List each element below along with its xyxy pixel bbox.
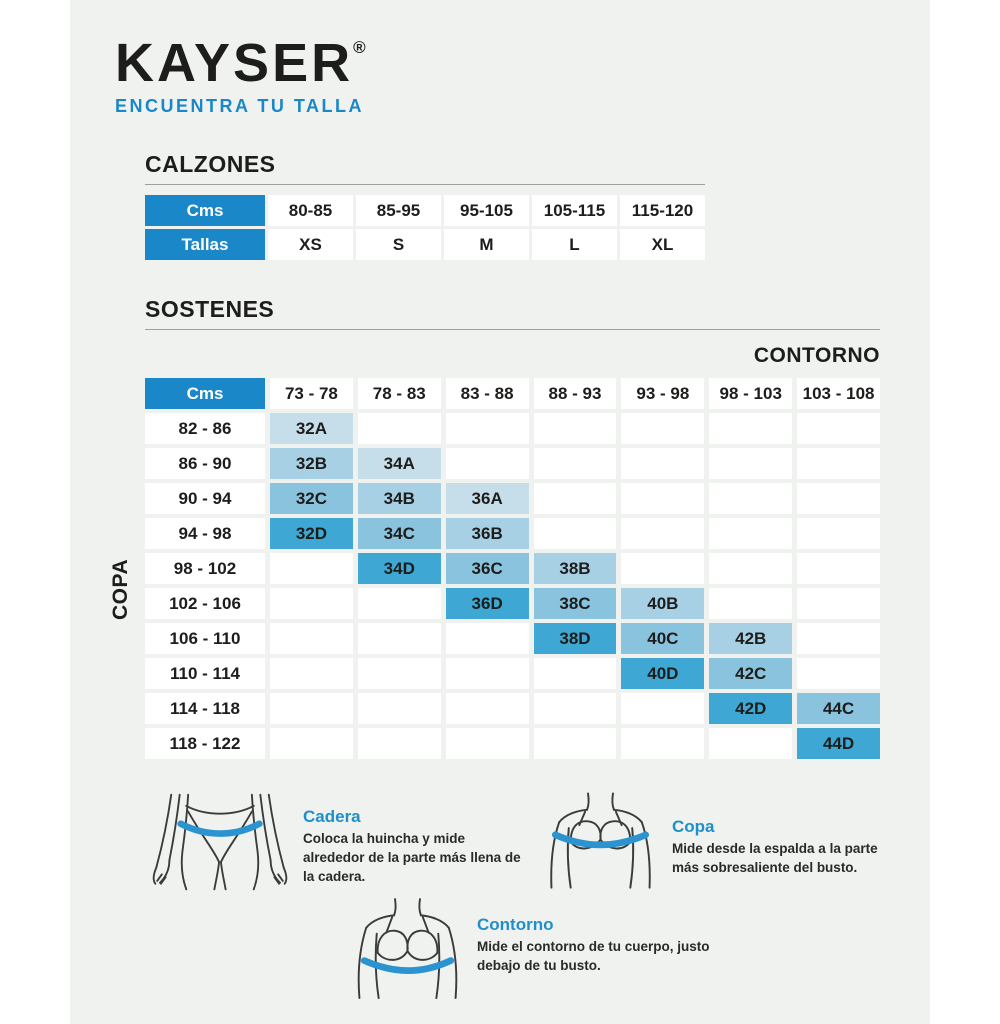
empty-cell: [270, 658, 353, 689]
brand-header: [115, 33, 930, 117]
size-cell: 38D: [534, 623, 617, 654]
calzones-cell: L: [532, 229, 617, 260]
empty-cell: [709, 553, 792, 584]
empty-cell: [446, 448, 529, 479]
size-cell: 44C: [797, 693, 880, 724]
cadera-text: [303, 807, 523, 887]
empty-cell: [797, 588, 880, 619]
contorno-range-header: 103 - 108: [797, 378, 880, 409]
calzones-section: [145, 151, 930, 260]
size-cell: 34B: [358, 483, 441, 514]
calzones-table: [145, 195, 705, 260]
size-cell: 36C: [446, 553, 529, 584]
copa-axis-label: COPA: [109, 558, 132, 620]
copa-text: [672, 817, 907, 878]
empty-cell: [358, 413, 441, 444]
calzones-row-header: Tallas: [145, 229, 265, 260]
sostenes-section: [109, 296, 930, 759]
empty-cell: [709, 588, 792, 619]
contorno-range-header: 78 - 83: [358, 378, 441, 409]
size-cell: 42D: [709, 693, 792, 724]
cadera-description: Coloca la huincha y mide alrededor de la parte más llena de la cadera.: [303, 831, 521, 884]
contorno-range-header: 98 - 103: [709, 378, 792, 409]
sostenes-title: SOSTENES: [145, 296, 880, 330]
sostenes-table: [145, 378, 880, 759]
legend-item-cadera: [145, 791, 521, 893]
copa-range-header: 110 - 114: [145, 658, 265, 689]
size-cell: 40B: [621, 588, 704, 619]
calzones-cell: 105-115: [532, 195, 617, 226]
calzones-title: CALZONES: [145, 151, 705, 185]
empty-cell: [270, 623, 353, 654]
size-cell: 32C: [270, 483, 353, 514]
registered-mark: ®: [353, 38, 366, 57]
size-cell: 36A: [446, 483, 529, 514]
copa-range-header: 82 - 86: [145, 413, 265, 444]
empty-cell: [446, 658, 529, 689]
size-cell: 34C: [358, 518, 441, 549]
copa-range-header: 102 - 106: [145, 588, 265, 619]
empty-cell: [358, 728, 441, 759]
copa-range-header: 86 - 90: [145, 448, 265, 479]
contorno-text: [477, 915, 712, 976]
contorno-heading: Contorno: [477, 915, 554, 934]
cadera-heading: Cadera: [303, 807, 361, 826]
empty-cell: [534, 693, 617, 724]
contorno-range-header: 88 - 93: [534, 378, 617, 409]
empty-cell: [270, 693, 353, 724]
empty-cell: [797, 623, 880, 654]
calzones-cell: XL: [620, 229, 705, 260]
calzones-cell: S: [356, 229, 441, 260]
empty-cell: [621, 728, 704, 759]
empty-cell: [709, 448, 792, 479]
empty-cell: [270, 553, 353, 584]
legend-item-copa: [538, 791, 878, 893]
brand-logo: [115, 33, 930, 93]
empty-cell: [358, 623, 441, 654]
empty-cell: [797, 483, 880, 514]
contorno-range-header: 73 - 78: [270, 378, 353, 409]
empty-cell: [621, 483, 704, 514]
empty-cell: [358, 658, 441, 689]
empty-cell: [358, 693, 441, 724]
empty-cell: [621, 553, 704, 584]
empty-cell: [446, 623, 529, 654]
empty-cell: [534, 518, 617, 549]
empty-cell: [621, 413, 704, 444]
size-cell: 40D: [621, 658, 704, 689]
empty-cell: [709, 413, 792, 444]
contorno-description: Mide el contorno de tu cuerpo, justo debajo de tu busto.: [477, 939, 710, 973]
copa-range-header: 94 - 98: [145, 518, 265, 549]
size-cell: 42C: [709, 658, 792, 689]
empty-cell: [270, 588, 353, 619]
empty-cell: [446, 693, 529, 724]
size-cell: 32D: [270, 518, 353, 549]
empty-cell: [797, 553, 880, 584]
sostenes-corner-header: Cms: [145, 378, 265, 409]
contorno-range-header: 93 - 98: [621, 378, 704, 409]
empty-cell: [534, 448, 617, 479]
size-guide-panel: [70, 0, 930, 1024]
size-cell: 34A: [358, 448, 441, 479]
measurement-legend: [145, 789, 880, 1024]
empty-cell: [621, 693, 704, 724]
calzones-cell: 85-95: [356, 195, 441, 226]
copa-range-header: 106 - 110: [145, 623, 265, 654]
calzones-cell: 95-105: [444, 195, 529, 226]
copa-description: Mide desde la espalda a la parte más sobresaliente del busto.: [672, 841, 878, 875]
copa-illustration: [538, 791, 663, 893]
brand-logo-text: KAYSER: [115, 33, 354, 93]
copa-range-header: 98 - 102: [145, 553, 265, 584]
empty-cell: [621, 448, 704, 479]
copa-range-header: 118 - 122: [145, 728, 265, 759]
cadera-illustration: [145, 791, 295, 893]
empty-cell: [534, 413, 617, 444]
copa-range-header: 114 - 118: [145, 693, 265, 724]
calzones-cell: 115-120: [620, 195, 705, 226]
empty-cell: [621, 518, 704, 549]
empty-cell: [797, 658, 880, 689]
empty-cell: [270, 728, 353, 759]
calzones-cell: XS: [268, 229, 353, 260]
size-cell: 36D: [446, 588, 529, 619]
empty-cell: [534, 483, 617, 514]
size-cell: 34D: [358, 553, 441, 584]
legend-item-contorno: [345, 897, 710, 1003]
contorno-illustration: [345, 897, 470, 1003]
contorno-axis-label: CONTORNO: [753, 344, 880, 367]
empty-cell: [534, 658, 617, 689]
calzones-row-header: Cms: [145, 195, 265, 226]
size-cell: 38C: [534, 588, 617, 619]
empty-cell: [709, 728, 792, 759]
empty-cell: [709, 518, 792, 549]
empty-cell: [534, 728, 617, 759]
empty-cell: [446, 413, 529, 444]
copa-range-header: 90 - 94: [145, 483, 265, 514]
brand-tagline: ENCUENTRA TU TALLA: [115, 96, 364, 116]
size-cell: 32A: [270, 413, 353, 444]
size-cell: 38B: [534, 553, 617, 584]
calzones-cell: M: [444, 229, 529, 260]
size-cell: 32B: [270, 448, 353, 479]
empty-cell: [797, 518, 880, 549]
size-cell: 44D: [797, 728, 880, 759]
sostenes-table-wrap: [109, 378, 930, 759]
size-cell: 40C: [621, 623, 704, 654]
size-cell: 36B: [446, 518, 529, 549]
copa-heading: Copa: [672, 817, 715, 836]
empty-cell: [797, 448, 880, 479]
calzones-cell: 80-85: [268, 195, 353, 226]
size-cell: 42B: [709, 623, 792, 654]
empty-cell: [797, 413, 880, 444]
empty-cell: [709, 483, 792, 514]
contorno-range-header: 83 - 88: [446, 378, 529, 409]
empty-cell: [358, 588, 441, 619]
empty-cell: [446, 728, 529, 759]
